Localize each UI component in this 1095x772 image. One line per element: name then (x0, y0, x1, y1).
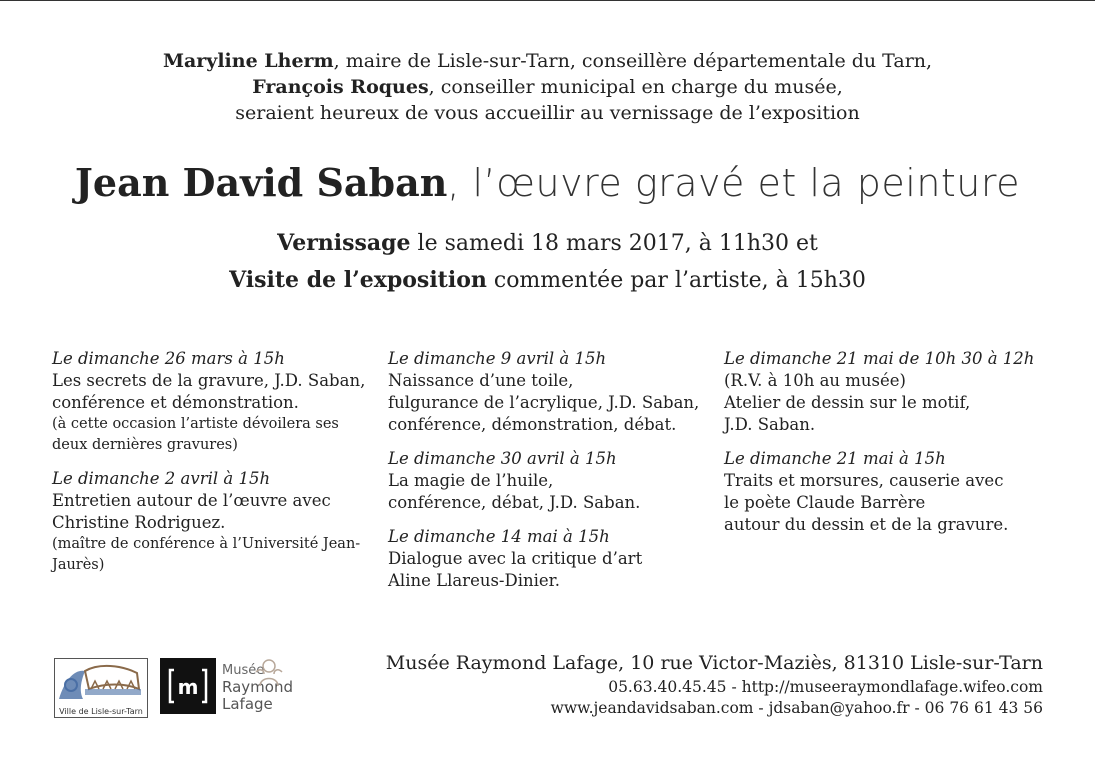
ville-logo-caption: Ville de Lisle-sur-Tarn (59, 707, 143, 716)
host-role-2: , conseiller municipal en charge du musée, (428, 76, 843, 98)
event-description-line: Christine Rodriguez. (52, 513, 226, 532)
event-description-line: Atelier de dessin sur le motif, (724, 393, 971, 412)
event-description-line: La magie de l’huile, (388, 471, 554, 490)
event-description-line: fulgurance de l’acrylique, J.D. Saban, (388, 393, 700, 412)
event-description-line: conférence, démonstration, débat. (388, 415, 677, 434)
vernissage-text: le samedi 18 mars 2017, à 11h30 et (410, 231, 818, 256)
event-date: Le dimanche 21 mai à 15h (724, 449, 946, 468)
event-note-line: deux dernières gravures) (52, 437, 238, 453)
event-date: Le dimanche 9 avril à 15h (388, 349, 607, 368)
musee-mark-letter: m (177, 675, 199, 699)
visite-line (0, 265, 1095, 296)
ville-lisle-logo (54, 658, 148, 718)
vernissage-line (0, 228, 1095, 259)
event-date: Le dimanche 14 mai à 15h (388, 527, 610, 546)
host-name-1: Maryline Lherm (162, 50, 334, 72)
event-description-line: Aline Llareus-Dinier. (388, 571, 560, 590)
events-column-2 (388, 348, 708, 604)
event-description-line: conférence et démonstration. (52, 393, 299, 412)
hosts-block (0, 48, 1095, 126)
event-item (52, 348, 372, 456)
visite-label: Visite de l’exposition (229, 267, 487, 293)
event-description-line: Naissance d’une toile, (388, 371, 574, 390)
top-rule (0, 0, 1095, 1)
event-date: Le dimanche 2 avril à 15h (52, 469, 271, 488)
event-date: Le dimanche 21 mai de 10h 30 à 12h (724, 349, 1035, 368)
musee-logo-word-3: Lafage (222, 695, 273, 713)
event-item (724, 348, 1044, 436)
event-note-line: (à cette occasion l’artiste dévoilera ses (52, 416, 339, 432)
events-column-1 (52, 348, 372, 588)
event-description-line: le poète Claude Barrère (724, 493, 926, 512)
host-line-3: seraient heureux de vous accueillir au vernissage de l’exposition (235, 102, 860, 124)
event-item (724, 448, 1044, 536)
host-role-1: , maire de Lisle-sur-Tarn, conseillère départementale du Tarn, (333, 50, 933, 72)
event-description-line: Dialogue avec la critique d’art (388, 549, 643, 568)
event-item (388, 526, 708, 592)
event-item (52, 468, 372, 576)
event-date: Le dimanche 26 mars à 15h (52, 349, 285, 368)
visite-text: commentée par l’artiste, à 15h30 (486, 268, 866, 293)
event-description-line: conférence, débat, J.D. Saban. (388, 493, 641, 512)
artist-name: Jean David Saban (74, 160, 448, 205)
host-line-2 (0, 74, 1095, 100)
vernissage-label: Vernissage (277, 230, 411, 256)
event-description-line: Entretien autour de l’œuvre avec (52, 491, 331, 510)
musee-bracket-icon (160, 658, 216, 714)
musee-logo-word-1: Musée (222, 663, 265, 678)
event-description-line: J.D. Saban. (724, 415, 816, 434)
museum-contact: 05.63.40.45.45 - http://museeraymondlafage.wifeo.com (608, 678, 1043, 696)
event-note-line: (maître de conférence à l’Université Jean- (52, 536, 361, 552)
event-date: Le dimanche 30 avril à 15h (388, 449, 617, 468)
event-description-line: autour du dessin et de la gravure. (724, 515, 1009, 534)
ville-crest-icon (55, 659, 147, 705)
host-line-1 (0, 48, 1095, 74)
event-description-line: Les secrets de la gravure, J.D. Saban, (52, 371, 366, 390)
host-name-2: François Roques (252, 76, 429, 98)
artist-contact: www.jeandavidsaban.com - jdsaban@yahoo.fr - 06 76 61 43 56 (550, 699, 1043, 717)
cherub-icon (252, 656, 286, 690)
event-description-line: Traits et morsures, causerie avec (724, 471, 1004, 490)
exhibition-title (0, 158, 1095, 208)
musee-logo-mark (160, 658, 216, 714)
musee-logo-word-2: Raymond (222, 678, 293, 696)
event-note-line: Jaurès) (52, 557, 105, 573)
exhibition-subtitle: , l’œuvre gravé et la peinture (447, 161, 1021, 205)
events-column-3 (724, 348, 1044, 548)
event-description-line: (R.V. à 10h au musée) (724, 371, 906, 390)
event-item (388, 448, 708, 514)
museum-address: Musée Raymond Lafage, 10 rue Victor-Maziès, 81310 Lisle-sur-Tarn (385, 652, 1043, 674)
event-item (388, 348, 708, 436)
